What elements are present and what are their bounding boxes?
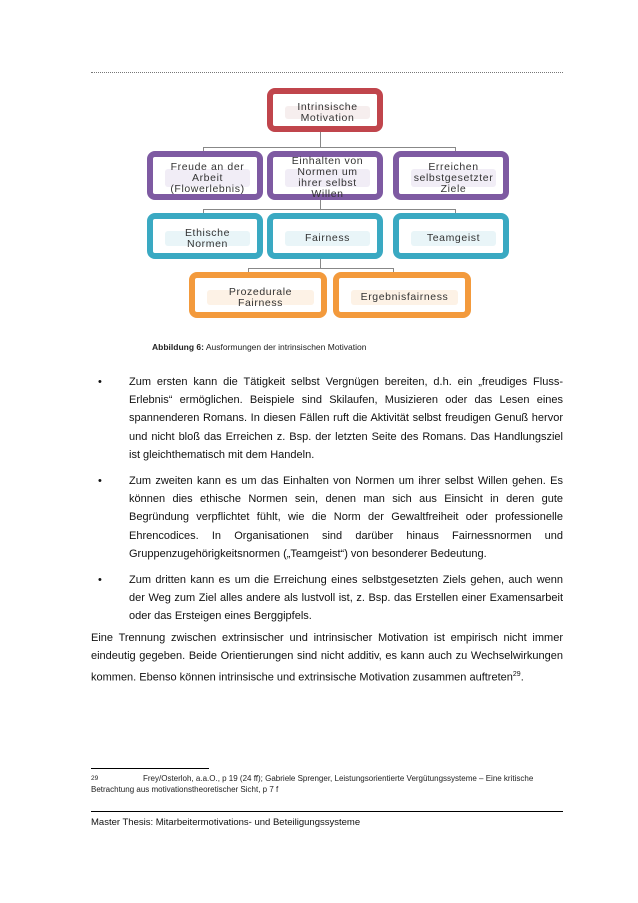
connector — [248, 268, 393, 269]
node-label: Teamgeist — [411, 231, 496, 246]
list-item-text: Zum dritten kann es um die Erreichung eines selbstgesetzten Ziels gehen, auch wenn der Weg zum Ziel alles andere als lustvoll ist, z. Bsp. das Erstellen einer Examensarbeit oder das Ersteigen eines Berggipfels. — [129, 574, 563, 623]
list-item-text: Zum zweiten kann es um das Einhalten von Normen um ihrer selbst Willen gehen. Es können dies ethische Normen sein, denen man sich aus Einsicht in deren gute Begründung verpflichtet fühlt, wie die Norm der Gewaltfreiheit oder professionelle Ehrencodices. In Organisationen sind darüber hinaus Fairnessnormen und Gruppenzugehörigkeitsnormen („Teamgeist“) von besonderer Bedeutung. — [129, 475, 563, 560]
footnote-text: Frey/Osterloh, a.a.O., p 19 (24 ff); Gabriele Sprenger, Leistungsorientierte Vergütungssysteme – Eine kritische Betrachtung aus motivationstheoretischer Sicht, p 7 f — [91, 774, 534, 794]
figure-caption — [152, 342, 366, 352]
node-freude-an-der-arbeit — [147, 151, 263, 200]
node-label: Prozedurale Fairness — [207, 290, 314, 305]
node-fairness — [267, 213, 383, 259]
footnote-separator — [91, 768, 209, 769]
paragraph-text: Eine Trennung zwischen extrinsischer und intrinsischer Motivation ist empirisch nicht immer eindeutig gegeben. Beide Orientierungen sind nicht additiv, es kann auch zu Wechselwirkungen kommen. Ebenso können intrinsische und extrinsische Motivation zusammen auftreten — [91, 632, 563, 684]
page-footer: Master Thesis: Mitarbeitermotivations- und Beteiligungssysteme — [91, 817, 361, 828]
node-label: Erreichen selbstgesetzter Ziele — [411, 169, 496, 187]
node-intrinsic-motivation — [267, 88, 383, 132]
connector — [203, 147, 455, 148]
node-ergebnisfairness — [333, 272, 471, 318]
list-item — [96, 472, 563, 563]
node-label: Einhalten von Normen um ihrer selbst Willen — [285, 169, 370, 187]
caption-text: Ausformungen der intrinsischen Motivation — [205, 342, 367, 352]
caption-label: Abbildung 6: — [152, 342, 204, 352]
footnote-number: 29 — [91, 775, 99, 782]
node-label: Fairness — [285, 231, 370, 246]
list-item — [96, 571, 563, 626]
node-label: Ergebnisfairness — [351, 290, 458, 305]
footnote-reference[interactable]: 29 — [512, 670, 521, 678]
node-erreichen-ziele — [393, 151, 509, 200]
node-prozedurale-fairness — [189, 272, 327, 318]
bullet-icon: • — [98, 475, 102, 488]
bullet-list — [96, 373, 563, 634]
node-label: Intrinsische Motivation — [285, 106, 370, 119]
list-item — [96, 373, 563, 464]
footer-rule — [91, 811, 563, 812]
footnote — [91, 773, 563, 795]
paragraph-end: . — [520, 671, 524, 684]
node-label: Ethische Normen — [165, 231, 250, 246]
bullet-icon: • — [98, 376, 102, 388]
list-item-text: Zum ersten kann die Tätigkeit selbst Vergnügen bereiten, d.h. ein „freudiges Fluss-Erlebnis“ ermöglichen. Beispiele sind Skilaufen, Musizieren oder das Lesen eines spannenderen Romans. In diesen Fällen ruft die Aktivität selbst freudigen Genuß hervor und nicht bloß das Erreichen z. Bsp. der letzten Seite des Romans. Das Handlungsziel ist gleichthematisch mit dem Handeln. — [129, 376, 563, 461]
bullet-icon: • — [98, 574, 102, 587]
node-teamgeist — [393, 213, 509, 259]
body-paragraph — [91, 629, 563, 687]
node-ethische-normen — [147, 213, 263, 259]
connector — [203, 209, 455, 210]
node-label: Freude an der Arbeit (Flowerlebnis) — [165, 169, 250, 187]
header-dotted-rule — [91, 72, 563, 73]
node-einhalten-von-normen — [267, 151, 383, 200]
